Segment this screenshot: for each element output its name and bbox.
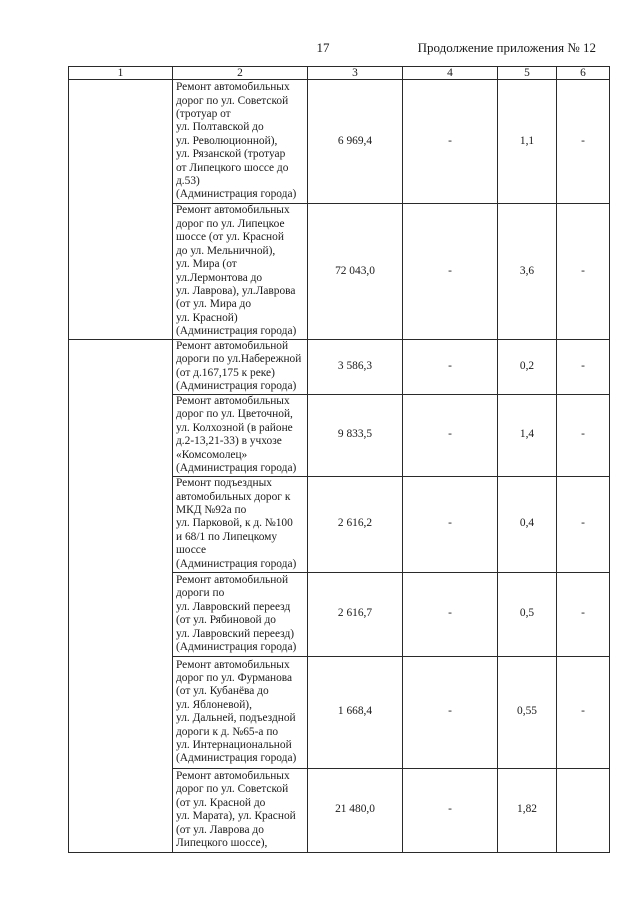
column-6-value: - [557, 340, 610, 395]
cost-value: 6 969,4 [308, 80, 403, 204]
table-row [69, 80, 610, 204]
column-4-value: - [403, 394, 498, 476]
budget-table [68, 66, 610, 853]
column-4-value: - [403, 80, 498, 204]
work-description: Ремонт автомобильной дороги по ул. Лавровский переезд (от ул. Рябиновой до ул. Лавровский переезд) (Администрация города) [173, 572, 308, 656]
column-6-value: - [557, 204, 610, 340]
column-4-value: - [403, 572, 498, 656]
cost-value: 3 586,3 [308, 340, 403, 395]
column-header: 2 [173, 67, 308, 80]
column-6-value: - [557, 80, 610, 204]
length-value: 1,82 [498, 768, 557, 852]
column-6-value: - [557, 656, 610, 768]
column-6-value: - [557, 394, 610, 476]
work-description: Ремонт автомобильных дорог по ул. Советской (от ул. Красной до ул. Марата), ул. Красной (от ул. Лаврова до Липецкого шоссе), [173, 768, 308, 852]
column-4-value: - [403, 768, 498, 852]
group-cell [69, 80, 173, 340]
cost-value: 2 616,2 [308, 476, 403, 572]
work-description: Ремонт подъездных автомобильных дорог к МКД №92а по ул. Парковой, к д. №100 и 68/1 по Липецкому шоссе (Администрация города) [173, 476, 308, 572]
column-header: 5 [498, 67, 557, 80]
length-value: 0,5 [498, 572, 557, 656]
length-value: 0,2 [498, 340, 557, 395]
work-description: Ремонт автомобильных дорог по ул. Советской (тротуар от ул. Полтавской до ул. Революционной), ул. Рязанской (тротуар от Липецкого шоссе до д.53) (Администрация города) [173, 80, 308, 204]
cost-value: 1 668,4 [308, 656, 403, 768]
cost-value: 2 616,7 [308, 572, 403, 656]
column-6-value: - [557, 572, 610, 656]
cost-value: 9 833,5 [308, 394, 403, 476]
column-header: 1 [69, 67, 173, 80]
work-description: Ремонт автомобильных дорог по ул. Липецкое шоссе (от ул. Красной до ул. Мельничной), ул. Мира (от ул.Лермонтова до ул. Лаврова), ул.Лаврова (от ул. Мира до ул. Красной) (Администрация города) [173, 204, 308, 340]
column-4-value: - [403, 204, 498, 340]
cost-value: 72 043,0 [308, 204, 403, 340]
work-description: Ремонт автомобильной дороги по ул.Набережной (от д.167,175 к реке) (Администрация города) [173, 340, 308, 395]
length-value: 1,1 [498, 80, 557, 204]
group-cell [69, 340, 173, 853]
column-4-value: - [403, 656, 498, 768]
work-description: Ремонт автомобильных дорог по ул. Цветочной, ул. Колхозной (в районе д.2-13,21-33) в учхозе «Комсомолец» (Администрация города) [173, 394, 308, 476]
length-value: 0,4 [498, 476, 557, 572]
page-number: 17 [316, 40, 330, 55]
column-header: 4 [403, 67, 498, 80]
column-4-value: - [403, 476, 498, 572]
table-header-row [69, 67, 610, 80]
column-6-value: - [557, 476, 610, 572]
length-value: 0,55 [498, 656, 557, 768]
column-header: 6 [557, 67, 610, 80]
cost-value: 21 480,0 [308, 768, 403, 852]
length-value: 3,6 [498, 204, 557, 340]
table-row [69, 340, 610, 395]
column-header: 3 [308, 67, 403, 80]
column-6-value [557, 768, 610, 852]
work-description: Ремонт автомобильных дорог по ул. Фурманова (от ул. Кубанёва до ул. Яблоневой), ул. Дальней, подъездной дороги к д. №65-а по ул. Интернациональной (Администрация города) [173, 656, 308, 768]
length-value: 1,4 [498, 394, 557, 476]
appendix-continuation-label: Продолжение приложения № 12 [417, 40, 596, 55]
column-4-value: - [403, 340, 498, 395]
